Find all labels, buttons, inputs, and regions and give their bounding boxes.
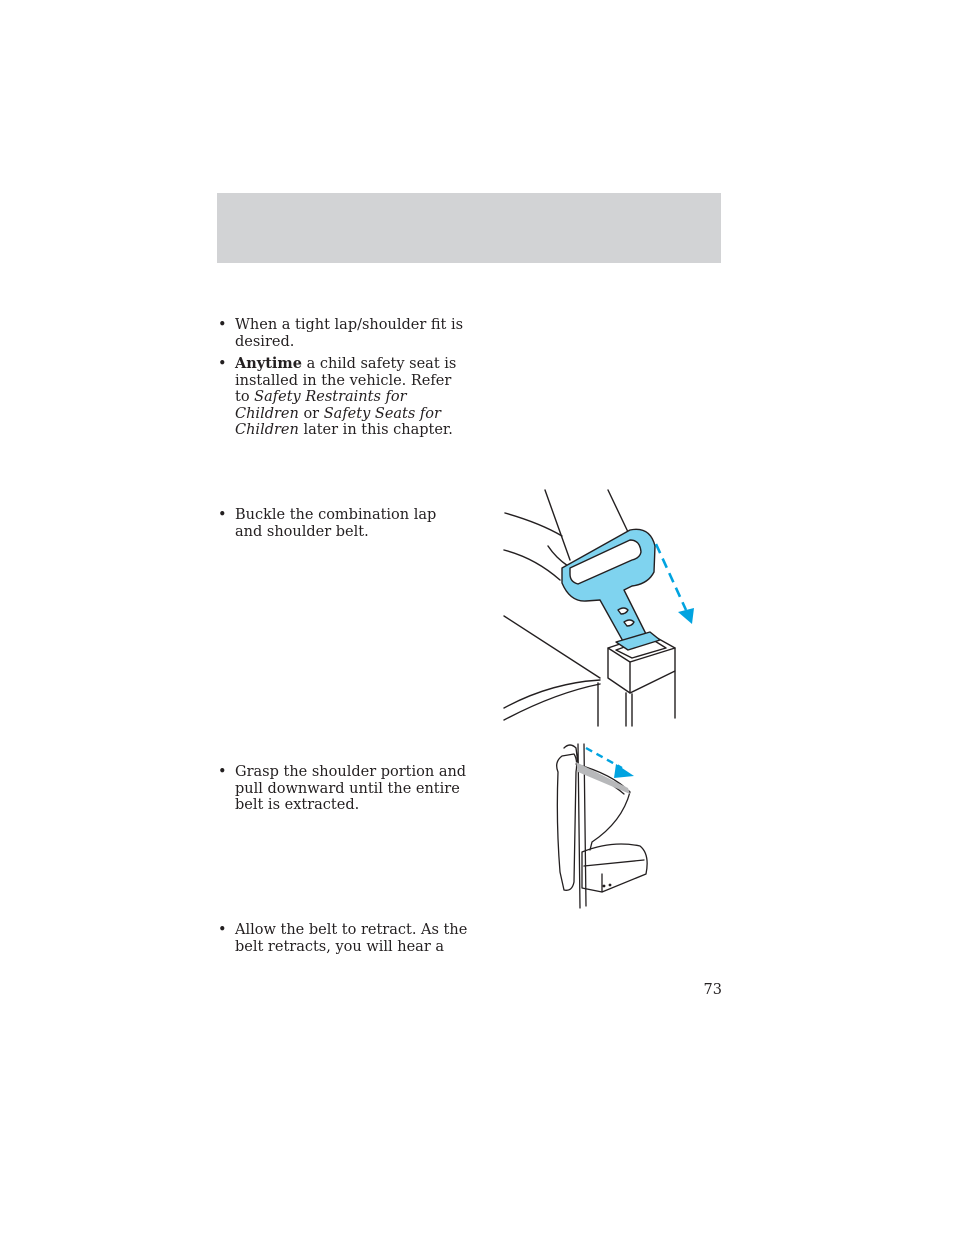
list-item [218, 356, 468, 439]
text-run: a child safety seat is installed in the vehicle. Refer to [235, 356, 457, 405]
bullet-text: Grasp the shoulder portion and pull downward until the entire belt is extracted. [235, 764, 467, 813]
bullet-marker: • [218, 356, 227, 372]
bullet-text: Buckle the combination lap and shoulder belt. [235, 507, 437, 540]
seat-belt-buckle-icon [500, 488, 700, 728]
seat-belt-extraction-icon [552, 742, 652, 910]
text-run: later in this chapter. [298, 422, 453, 438]
list-item [218, 922, 468, 955]
bullet-text: When a tight lap/shoulder fit is desired. [235, 317, 464, 350]
section-header-band [217, 193, 721, 263]
bullet-marker: • [218, 764, 227, 780]
latch-plate [562, 529, 660, 650]
bullet-text: Allow the belt to retract. As the belt retracts, you will hear a [235, 922, 468, 955]
direction-arrow [656, 544, 686, 610]
bullet-marker: • [218, 922, 227, 938]
bullet-text [235, 356, 468, 439]
reference-safety-seats: Safety Seats for Children [235, 405, 441, 438]
list-item [218, 317, 468, 350]
emphasis-anytime: Anytime [235, 355, 302, 372]
text-run: or [298, 405, 324, 422]
list-item [218, 764, 468, 814]
list-item [218, 507, 468, 540]
bullet-marker: • [218, 317, 227, 333]
page-number: 73 [703, 982, 722, 998]
reference-safety-restraints: Safety Restraints for Children [235, 389, 407, 422]
bullet-marker: • [218, 507, 227, 523]
